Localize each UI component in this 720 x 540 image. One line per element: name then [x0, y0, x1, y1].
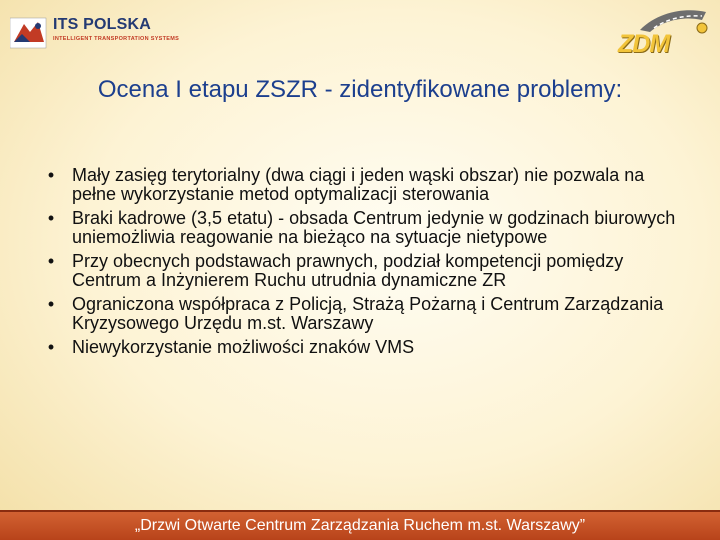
bullet-item: [44, 252, 684, 289]
bullet-item: [44, 338, 684, 357]
footer-banner: „Drzwi Otwarte Centrum Zarządzania Ruchem m.st. Warszawy”: [0, 510, 720, 540]
bullet-dot-icon: •: [47, 208, 55, 228]
its-polska-subtitle: INTELLIGENT TRANSPORTATION SYSTEMS: [53, 36, 180, 42]
bullet-item: [44, 166, 684, 203]
bullet-text: Mały zasięg terytorialny (dwa ciągi i jeden wąski obszar) nie pozwala na pełne wykorzystanie metod optymalizacji sterowania: [72, 165, 645, 204]
bullet-dot-icon: •: [47, 337, 55, 357]
bullet-dot-icon: •: [47, 294, 55, 314]
zdm-name: ZDM: [618, 30, 670, 58]
zdm-logo: [610, 6, 712, 56]
bullet-list: [44, 166, 684, 363]
bullet-item: [44, 209, 684, 246]
bullet-text: Braki kadrowe (3,5 etatu) - obsada Centrum jedynie w godzinach biurowych uniemożliwia reagowanie na bieżąco na sytuacje nietypowe: [72, 208, 676, 247]
bullet-dot-icon: •: [47, 165, 55, 185]
slide-title: Ocena I etapu ZSZR - zidentyfikowane problemy:: [97, 76, 623, 103]
bullet-text: Niewykorzystanie możliwości znaków VMS: [72, 337, 415, 357]
its-polska-logo: [10, 12, 180, 52]
bullet-text: Przy obecnych podstawach prawnych, podział kompetencji pomiędzy Centrum a Inżynierem Ruchu utrudnia dynamiczne ZR: [72, 251, 624, 290]
bullet-dot-icon: •: [47, 251, 55, 271]
bullet-text: Ograniczona współpraca z Policją, Strażą Pożarną i Centrum Zarządzania Kryzysowego Urzędu m.st. Warszawy: [72, 294, 664, 333]
its-polska-name: ITS POLSKA: [53, 16, 152, 33]
bullet-item: [44, 295, 684, 332]
its-polska-emblem-icon: [10, 12, 50, 52]
